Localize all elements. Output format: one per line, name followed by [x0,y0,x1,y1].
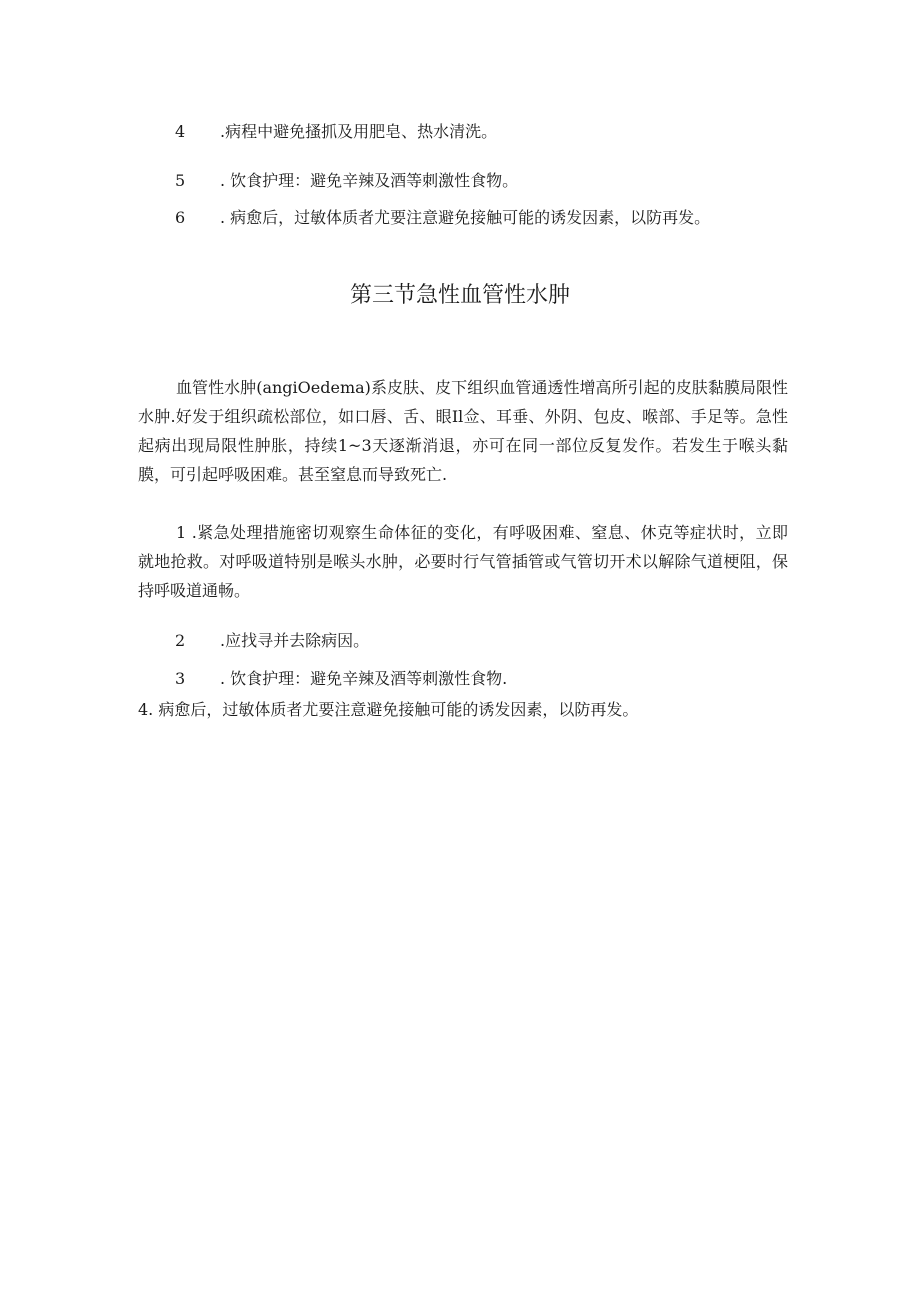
list-text: . 饮食护理：避免辛辣及酒等刺激性食物. [220,669,508,688]
item-4-text: 4. 病愈后，过敏体质者尤要注意避免接触可能的诱发因素，以防再发。 [138,700,639,719]
list-number: 3 [175,669,186,688]
list-text: . 饮食护理：避免辛辣及酒等刺激性食物。 [220,171,519,190]
intro-paragraph: 血管性水肿(angiOedema)系皮肤、皮下组织血管通透性增高所引起的皮肤黏膜局限性水肿.好发于组织疏松部位，如口唇、舌、眼Il佥、耳垂、外阴、包皮、喉部、手足等。急性起病出现局限性肿胀，持续1~3天逐渐消退，亦可在同一部位反复发作。若发生于喉头黏膜，可引起呼吸困难。甚至窒息而导致死亡. [138,378,788,484]
list-text: .病程中避免搔抓及用肥皂、热水清洗。 [220,122,498,141]
list-number: 2 [175,631,186,650]
list-text: . 病愈后，过敏体质者尤要注意避免接触可能的诱发因素，以防再发。 [220,208,711,227]
list-number: 6 [175,208,186,227]
list-number: 5 [175,171,186,190]
list-number: 4 [175,122,186,141]
list-text: .应找寻并去除病因。 [220,631,370,650]
section-title: 第三节急性血管性水肿 [349,283,570,308]
item-1-paragraph: 1 .紧急处理措施密切观察生命体征的变化，有呼吸困难、窒息、休克等症状时，立即就地抢救。对呼吸道特别是喉头水肿，必要时行气管插管或气管切开术以解除气道梗阻，保持呼吸道通畅。 [138,523,788,600]
